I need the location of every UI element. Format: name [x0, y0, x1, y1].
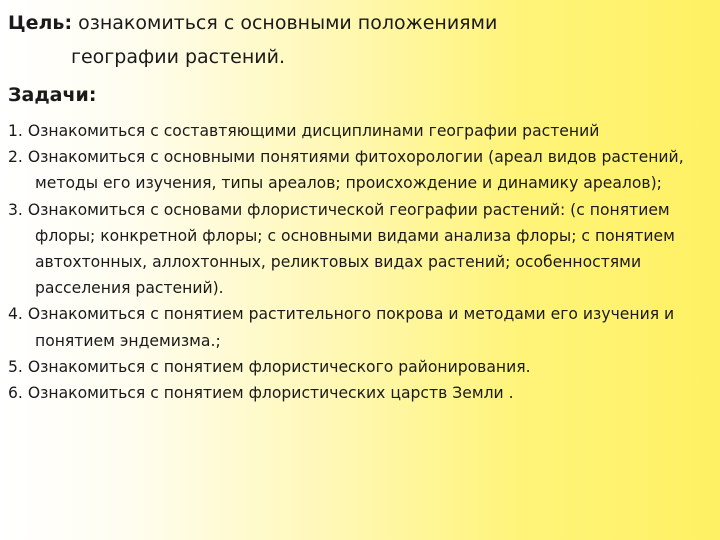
goal-text-line1: ознакомиться с основными положениями — [72, 12, 498, 34]
task-item-1: 1. Ознакомиться с составтяющими дисциплинами географии растений — [8, 122, 600, 140]
task-item-5: 5. Ознакомиться с понятием флористического районирования. — [8, 357, 531, 376]
task-item-2: 2. Ознакомиться с основными понятиями фитохорологии (ареал видов растений, методы его изучения, типы ареалов; происхождение и динамику ареалов); — [8, 148, 684, 193]
tasks-heading: Задачи: — [8, 84, 97, 106]
task-item-4: 4. Ознакомиться с понятием растительного покрова и методами его изучения и понятием эндемизма.; — [8, 305, 675, 350]
task-item-3: 3. Ознакомиться с основами флористической географии растений: (с понятием флоры; конкретной флоры; с основными видами анализа флоры; с понятием автохтонных, аллохтонных, реликтовых видах растений; особенностями расселения растений). — [8, 200, 675, 298]
goal-block — [8, 6, 708, 74]
goal-text-line2: географии растений. — [71, 46, 286, 68]
goal-label: Цель: — [8, 12, 73, 34]
task-item-6: 6. Ознакомиться с понятием флористических царств Земли . — [8, 384, 514, 403]
tasks-list — [8, 118, 714, 406]
